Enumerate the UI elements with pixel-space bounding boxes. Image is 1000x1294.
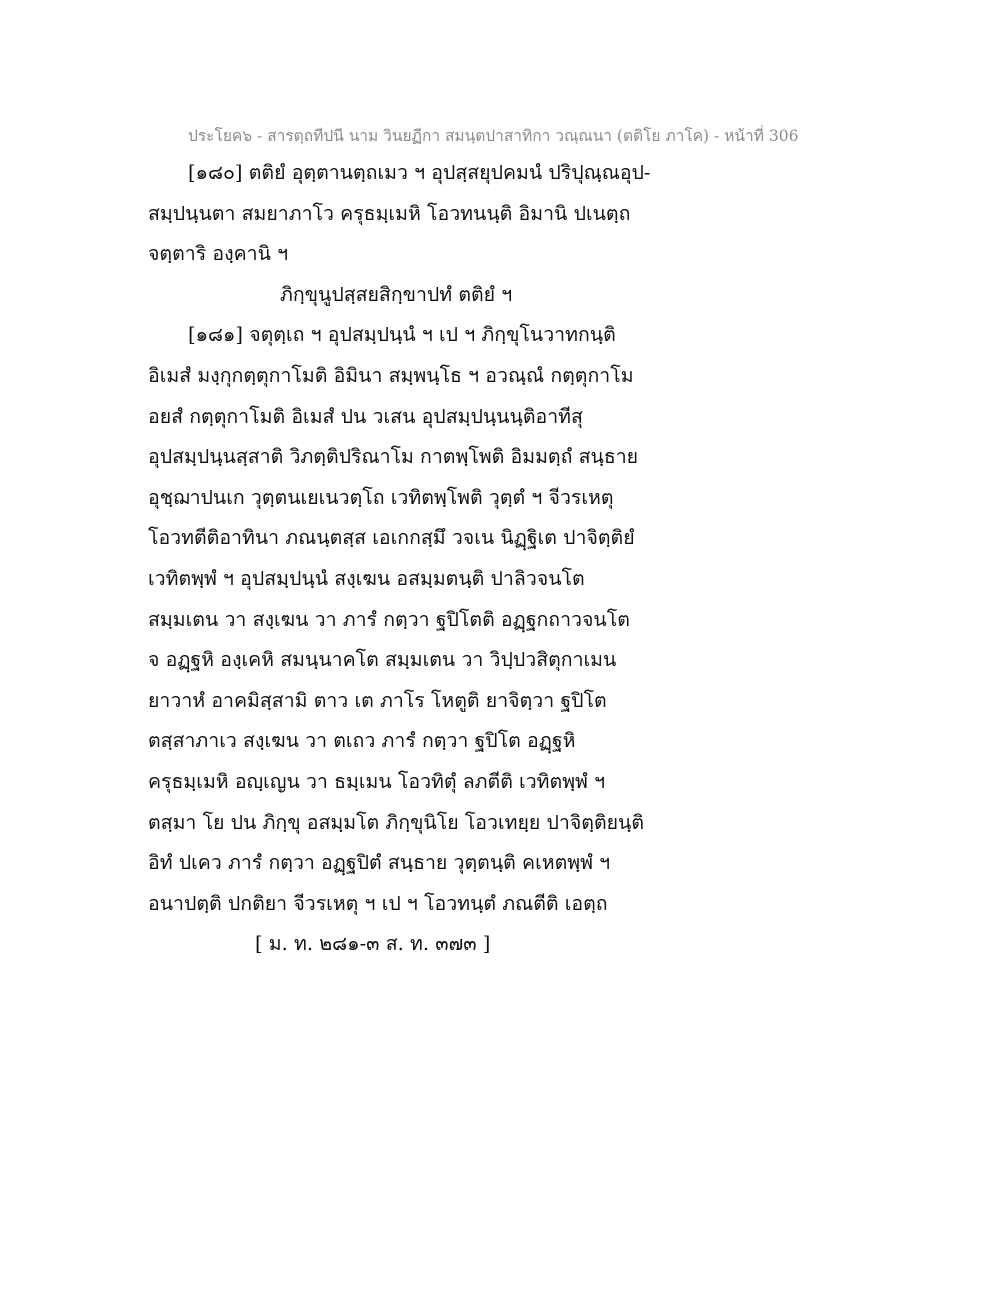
reference-citation: [ ม. ท. ๒๘๑-๓ ส. ท. ๓๗๓ ] [255,932,491,956]
paragraph-181-line: อุปสมฺปนฺนสฺสาติ วิภตฺติปริณาโม กาตพฺโพติ อิมมตฺถํ สนฺธาย [148,445,639,469]
body-text [148,153,708,965]
paragraph-180-line: จตฺตาริ องฺคานิ ฯ [148,242,289,266]
paragraph-181-line: [๑๘๑] จตุตฺเถ ฯ อุปสมฺปนฺนํ ฯ เป ฯ ภิกฺขุโนวาทกนฺติ [188,323,616,347]
paragraph-181-line: เวทิตพฺพํ ฯ อุปสมฺปนฺนํ สงฺเฆน อสมฺมตนฺติ ปาลิวจนโต [148,566,585,590]
paragraph-181-line: ตสฺสาภาเว สงฺเฆน วา ตเถว ภารํ กตฺวา ฐปิโต อฏฺฐหิ [148,729,576,753]
paragraph-181-line: จ อฏฺฐหิ องฺเคหิ สมนฺนาคโต สมฺมเตน วา วิปฺปวสิตุกาเมน [148,648,617,672]
paragraph-181-line: อิทํ ปเคว ภารํ กตฺวา อฏฺฐปิตํ สนฺธาย วุตฺตนฺติ คเหตพฺพํ ฯ [148,851,611,875]
paragraph-181-line: ครุธมฺเมหิ อญฺเญน วา ธมฺเมน โอวทิตุํ ลภตีติ เวทิตพฺพํ ฯ [148,769,606,793]
paragraph-181-line: โอวทตีติอาทินา ภณนฺตสฺส เอเกกสฺมึ วจเน นิฏฺฐิเต ปาจิตฺติยํ [148,526,635,550]
paragraph-181-line: อิเมสํ มงฺกุกตฺตุกาโมติ อิมินา สมฺพนฺโธ ฯ อวณฺณํ กตฺตุกาโม [148,363,634,387]
paragraph-181-line: สมฺมเตน วา สงฺเฆน วา ภารํ กตฺวา ฐปิโตติ อฏฺฐกถาวจนโต [148,607,630,631]
paragraph-181-line: อยสํ กตฺตุกาโมติ อิเมสํ ปน วเสน อุปสมฺปนฺนนฺติอาทีสุ [148,404,583,428]
paragraph-181-line: อุชฺฌาปนเก วุตฺตนเยเนวตฺโถ เวทิตพฺโพติ วุตฺตํ ฯ จีวรเหตุ [148,485,614,509]
paragraph-180-line: สมฺปนฺนตา สมยาภาโว ครุธมฺเมหิ โอวทนนฺติ อิมานิ ปเนตฺถ [148,201,631,225]
running-header: ประโยค๖ - สารตฺถทีปนี นาม วินยฏีกา สมนฺตปาสาทิกา วณฺณนา (ตติโย ภาโค) - หน้าที่ 306 [188,127,799,145]
paragraph-181-line: ตสฺมา โย ปน ภิกฺขุ อสมฺมโต ภิกฺขุนิโย โอวเทยฺย ปาจิตฺติยนฺติ [148,810,645,834]
section-heading: ภิกฺขุนูปสฺสยสิกฺขาปทํ ตติยํ ฯ [280,282,513,306]
paragraph-181-line: อนาปตฺติ ปกติยา จีวรเหตุ ฯ เป ฯ โอวทนฺตํ ภณตีติ เอตฺถ [148,891,608,915]
paragraph-180-line: [๑๘๐] ตติยํ อุตฺตานตฺถเมว ฯ อุปสฺสยุปคมนํ ปริปุณฺณอุป- [188,161,651,184]
paragraph-181-line: ยาวาหํ อาคมิสฺสามิ ตาว เต ภาโร โหตูติ ยาจิตฺวา ฐปิโต [148,688,607,712]
